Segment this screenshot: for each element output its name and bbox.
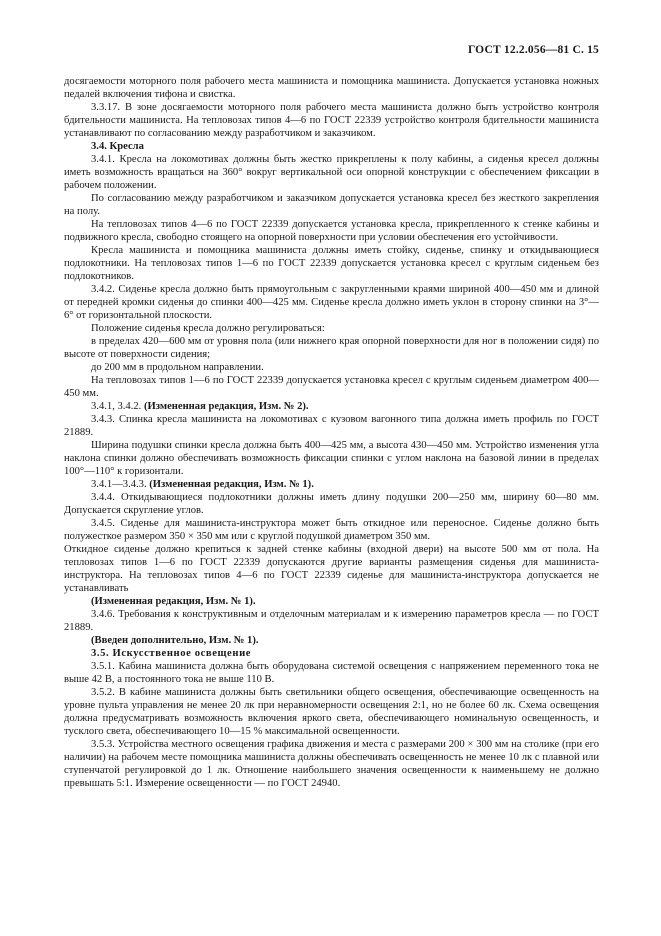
paragraph: до 200 мм в продольном направлении. — [91, 362, 264, 373]
paragraph: По согласованию между разработчиком и заказчиком допускается установка кресел без жесткого закрепления на полу. — [64, 193, 599, 217]
paragraph: 3.4.1. Кресла на локомотивах должны быть жестко прикреплены к полу кабины, а сиденья кресел должны иметь возможность вращаться на 360° вокруг вертикальной оси опорной конструкции с обеспечением фиксации в рабочем положении. — [64, 154, 599, 191]
paragraph: в пределах 420—600 мм от уровня пола (или нижнего края опорной поверхности для ног в положении сидя) по высоте от поверхности сидения; — [64, 336, 599, 360]
paragraph: 3.4.6. Требования к конструктивным и отделочным материалам и к измерению параметров кресла — по ГОСТ 21889. — [64, 609, 599, 633]
paragraph: 3.4.5. Сиденье для машиниста-инструктора может быть откидное или переносное. Сиденье должно быть полужесткое размером 350 × 350 мм или с круглой подушкой диаметром 350 мм. — [64, 518, 599, 542]
paragraph: Ширина подушки спинки кресла должна быть 400—425 мм, а высота 430—450 мм. Устройство изменения угла наклона спинки должно обеспечивать возможность фиксации спинки с углом наклона на базовой линии в пределах 100°—110° к горизонтали. — [64, 440, 599, 477]
paragraph: 3.5.2. В кабине машиниста должны быть светильники общего освещения, обеспечивающие освещенность на уровне пульта управления не менее 20 лк при неравномерности освещения 2:1, но не более 60 лк. Схема освещения должна предусматривать возможность включения яркого света, обеспечивающего номинальную освещенность, и тусклого света, обеспечивающего 10—15 % максимальной освещенности. — [64, 687, 599, 737]
paragraph: Положение сиденья кресла должно регулироваться: — [91, 323, 325, 334]
paragraph: 3.4.3. Спинка кресла машиниста на локомотивах с кузовом вагонного типа должна иметь профиль по ГОСТ 21889. — [64, 414, 599, 438]
paragraph: 3.5.3. Устройства местного освещения графика движения и места с размерами 200 × 300 мм на столике (при его наличии) на рабочем месте помощника машиниста должны обеспечивать освещенность не менее 10 лк с плавной или ступенчатой регулировкой до 1 лк. Отношение наибольшего значения освещенности к наименьшему не должно превышать 5:1. Измерение освещенности — по ГОСТ 24940. — [64, 739, 599, 789]
paragraph: 3.4.4. Откидывающиеся подлокотники должны иметь длину подушки 200—250 мм, ширину 60—80 мм. Допускается скругление углов. — [64, 492, 599, 516]
paragraph: 3.3.17. В зоне досягаемости моторного поля рабочего места машиниста должно быть устройство контроля бдительности машиниста. На тепловозах типов 4—6 по ГОСТ 22339 устройство контроля бдительности машиниста устанавливают по согласованию между разработчиком и заказчиком. — [64, 102, 599, 139]
amendment-note — [64, 400, 599, 413]
paragraph: 3.5.1. Кабина машиниста должна быть оборудована системой освещения с напряжением переменного тока не выше 42 В, а постоянного тока не выше 110 В. — [64, 661, 599, 685]
section-heading: 3.4. Кресла — [91, 141, 144, 152]
paragraph: На тепловозах типов 4—6 по ГОСТ 22339 допускается установка кресла, прикрепленного к стенке кабины и подвижного кресла, свободно стоящего на опорной поверхности при условии обеспечения его устойчивости. — [64, 219, 599, 243]
amendment-text: (Измененная редакция, Изм. № 1). — [149, 479, 314, 490]
paragraph: Кресла машиниста и помощника машиниста должны иметь стойку, сиденье, спинку и откидывающиеся подлокотники. На тепловозах типов 1—6 по ГОСТ 22339 допускается установка кресел с круглым сиденьем без подлокотников. — [64, 245, 599, 282]
paragraph: Откидное сиденье должно крепиться к задней стенке кабины (входной двери) на высоте 500 мм от пола. На тепловозах типов 1—6 по ГОСТ 22339 допускаются другие варианты размещения сиденья для машиниста-инструктора. На тепловозах типов 4—6 по ГОСТ 22339 сиденье для машиниста-инструктора допускается не устанавливать — [64, 544, 599, 594]
document-body — [64, 75, 599, 790]
clause-ref: 3.4.1—3.4.3. — [91, 479, 147, 490]
clause-ref: 3.4.1, 3.4.2. — [91, 401, 142, 412]
page-header: ГОСТ 12.2.056—81 С. 15 — [467, 44, 599, 56]
amendment-note: (Введен дополнительно, Изм. № 1). — [91, 635, 259, 646]
amendment-note — [64, 478, 599, 491]
amendment-note: (Измененная редакция, Изм. № 1). — [91, 596, 256, 607]
section-heading: 3.5. Искусственное освещение — [91, 648, 252, 659]
amendment-text: (Измененная редакция, Изм. № 2). — [143, 401, 309, 412]
paragraph: 3.4.2. Сиденье кресла должно быть прямоугольным с закругленными краями шириной 400—450 мм и длиной от передней кромки сиденья до спинки 400—425 мм. Сиденье кресла должно иметь уклон в сторону спинки на 3°—6° от горизонтальной плоскости. — [64, 284, 599, 321]
paragraph: На тепловозах типов 1—6 по ГОСТ 22339 допускается установка кресел с круглым сиденьем диаметром 400—450 мм. — [64, 375, 599, 399]
paragraph: досягаемости моторного поля рабочего места машиниста и помощника машиниста. Допускается установка ножных педалей включения тифона и свистка. — [64, 76, 599, 100]
